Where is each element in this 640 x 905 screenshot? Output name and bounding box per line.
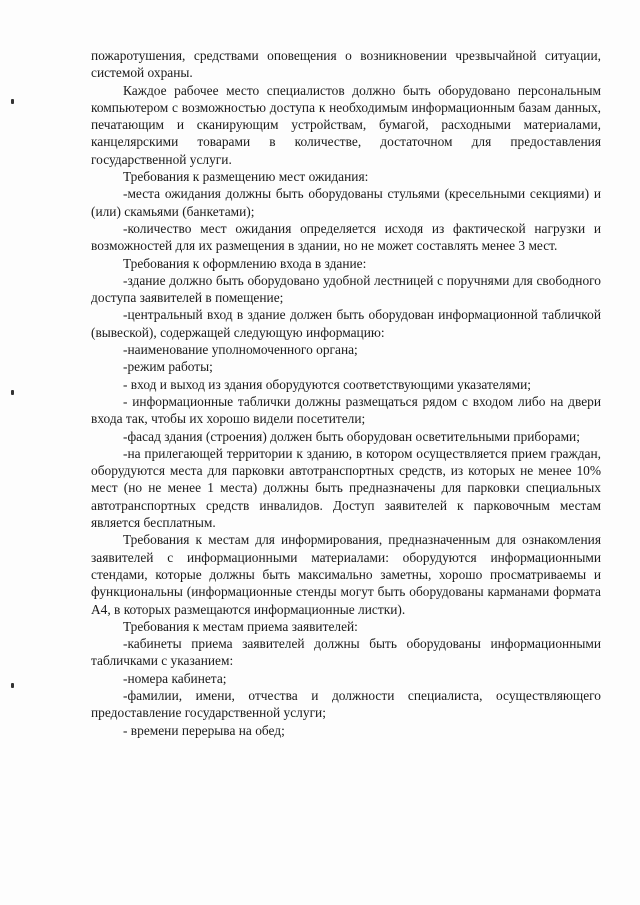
- margin-mark: [11, 683, 14, 688]
- paragraph: -на прилегающей территории к зданию, в котором осуществляется прием граждан, оборудуются места для парковки автотранспортных средств, из которых не менее 10% мест (но не менее 1 места) должны быть предназначены для парковки специальных автотранспортных средств инвалидов. Доступ заявителей к парковочным местам является бесплатным.: [91, 445, 601, 531]
- paragraph: Требования к местам для информирования, предназначенным для ознакомления заявителей с информационными материалами: оборудуются информационными стендами, которые должны быть максимально заметны, хорошо просматриваемы и функциональны (информационные стенды могут быть оборудованы карманами формата А4, в которых размещаются информационные листки).: [91, 532, 601, 617]
- paragraph: -кабинеты приема заявителей должны быть оборудованы информационными табличками с указанием:: [91, 636, 601, 669]
- paragraph: Каждое рабочее место специалистов должно быть оборудовано персональным компьютером с возможностью доступа к необходимым информационным базам данных, печатающим и сканирующим устройствам, бумагой, расходными материалами, канцелярскими товарами в количестве, достаточном для предоставления государственной услуги.: [91, 82, 601, 167]
- paragraph: - времени перерыва на обед;: [123, 722, 285, 738]
- paragraph: Требования к местам приема заявителей:: [123, 618, 358, 634]
- paragraph: -количество мест ожидания определяется исходя из фактической нагрузки и возможностей для их размещения в здании, но не может составлять менее 3 мест.: [91, 220, 601, 254]
- paragraph: -фамилии, имени, отчества и должности специалиста, осуществляющего предоставление государственной услуги;: [91, 687, 601, 721]
- paragraph: -здание должно быть оборудовано удобной лестницей с поручнями для свободного доступа заявителей в помещение;: [91, 272, 601, 306]
- paragraph: - информационные таблички должны размещаться рядом с входом либо на двери входа так, чтобы их хорошо видели посетители;: [91, 393, 601, 427]
- paragraph: - вход и выход из здания оборудуются соответствующими указателями;: [123, 376, 531, 392]
- paragraph: пожаротушения, средствами оповещения о возникновении чрезвычайной ситуации, системой охраны.: [91, 48, 601, 81]
- paragraph: -места ожидания должны быть оборудованы стульями (кресельными секциями) и (или) скамьями (банкетами);: [91, 186, 601, 219]
- paragraph: -центральный вход в здание должен быть оборудован информационной табличкой (вывеской), содержащей следующую информацию:: [91, 307, 601, 340]
- paragraph: -наименование уполномоченного органа;: [123, 342, 358, 358]
- paragraph: Требования к размещению мест ожидания:: [123, 169, 369, 185]
- paragraph: -режим работы;: [123, 359, 213, 375]
- margin-mark: [11, 99, 14, 104]
- margin-mark: [11, 390, 14, 395]
- document-body: [91, 47, 601, 739]
- paragraph: -фасад здания (строения) должен быть оборудован осветительными приборами;: [123, 428, 580, 444]
- paragraph: Требования к оформлению входа в здание:: [123, 255, 367, 271]
- paragraph: -номера кабинета;: [123, 670, 227, 686]
